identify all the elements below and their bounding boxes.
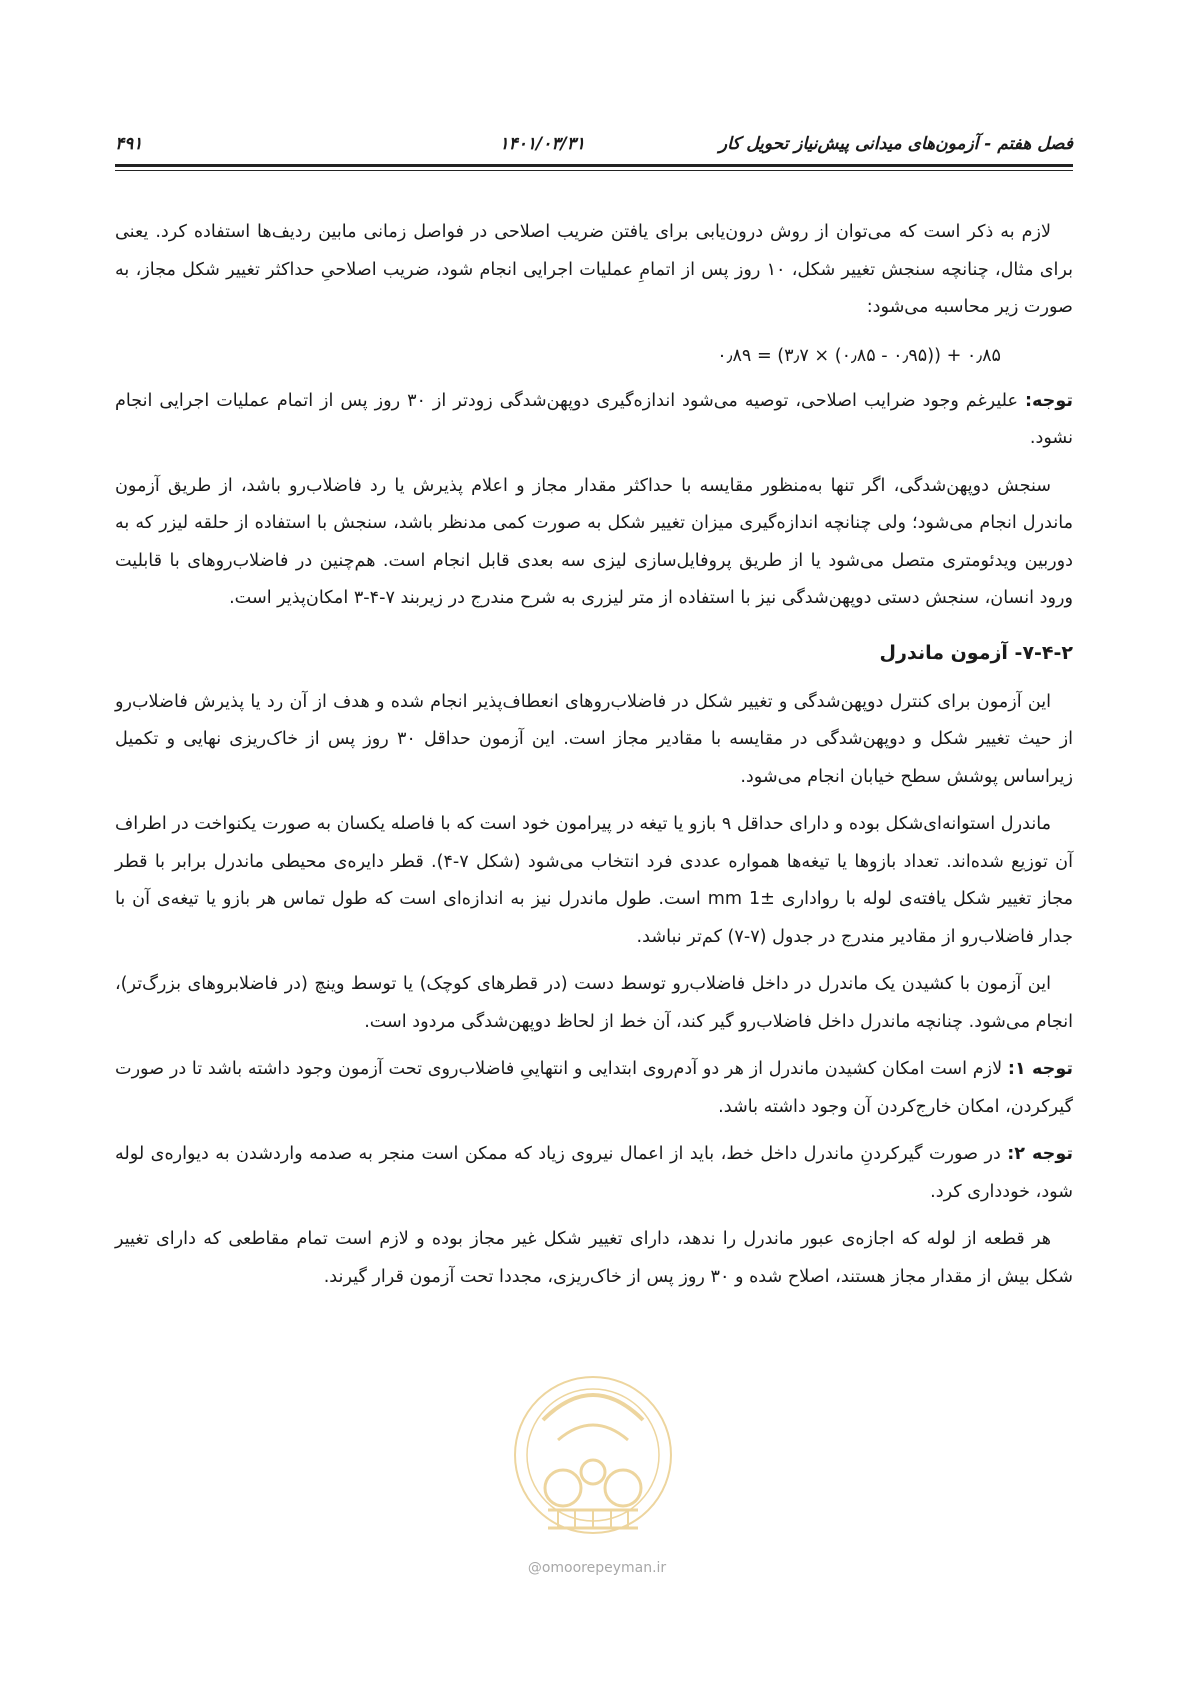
section-heading: ۷-۴-۲- آزمون ماندرل: [879, 641, 1073, 664]
chapter-title: فصل هفتم - آزمون‌های میدانی پیش‌نیاز تحویل کار: [718, 134, 1073, 154]
paragraph-mandrel-test: این آزمون برای کنترل دوپهن‌شدگی و تغییر شکل در فاضلاب‌روهای انعطاف‌پذیر انجام شده و هدف از آن رد یا پذیرش فاضلاب‌رو از حیث تغییر شکل و دوپهن‌شدگی در مقایسه با مقادیر مجاز است. این آزمون حداقل ۳۰ روز پس از خاک‌ریزی نهایی و تکمیل زیراساس پوشش سطح خیابان انجام می‌شود.: [115, 691, 1073, 787]
note-1-text: لازم است امکان کشیدن ماندرل از هر دو آدم‌روی ابتدایی و انتهاییِ فاضلاب‌روی تحت آزمون وجود داشته باشد تا در صورت گیرکردن، امکان خارج‌کردن آن وجود داشته باشد.: [115, 1059, 1073, 1117]
note-label: توجه:: [1024, 390, 1073, 411]
note-text: علیرغم وجود ضرایب اصلاحی، توصیه می‌شود اندازه‌گیری دوپهن‌شدگی زودتر از ۳۰ روز پس از اتمام عملیات اجرایی انجام نشود.: [115, 390, 1073, 448]
header-rule-thin: [115, 170, 1073, 171]
header-rule-thick: [115, 164, 1073, 167]
note-2-paragraph: [115, 1136, 1073, 1211]
paragraph-interpolation: لازم به ذکر است که می‌توان از روش درون‌یابی برای یافتن ضریب اصلاحی در فواصل زمانی مابین ردیف‌ها استفاده کرد. یعنی برای مثال، چنانچه سنجش تغییر شکل، ۱۰ روز پس از اتمامِ عملیات اجرایی انجام شود، ضریب اصلاحیِ حداکثر تغییر شکل مجاز، به صورت زیر محاسبه می‌شود:: [115, 222, 1073, 317]
watermark-logo-icon: [503, 1360, 683, 1560]
formula-correction-factor: ۰٫۸۹ = (۳٫۷ × (۰٫۸۵ - ۰٫۹۵)) + ۰٫۸۵: [717, 345, 1001, 366]
watermark-url: @omoorepeyman.ir: [527, 1560, 667, 1576]
page-number: ۴۹۱: [115, 134, 143, 154]
page-header: [115, 126, 1073, 160]
header-date: ۱۴۰۱/۰۳/۳۱: [499, 134, 585, 154]
paragraph-ovality-measurement: سنجش دوپهن‌شدگی، اگر تنها به‌منظور مقایسه با حداکثر مقدار مجاز و اعلام پذیرش یا رد فاضلاب‌رو باشد، از طریق آزمون ماندرل انجام می‌شود؛ ولی چنانچه اندازه‌گیری میزان تغییر شکل به صورت کمی مدنظر باشد، سنجش با استفاده از حلقه لیزر که به دوربین ویدئومتری متصل می‌شود یا از طریق پروفایل‌سازی لیزی سه بعدی قابل انجام است. هم‌چنین در فاضلاب‌روهای با قابلیت ورود انسان، سنجش دستی دوپهن‌شدگی نیز با استفاده از متر لیزری به شرح مندرج در زیربند ۷-۴-۳ امکان‌پذیر است.: [115, 475, 1073, 608]
note-2-text: در صورت گیرکردنِ ماندرل داخل خط، باید از اعمال نیروی زیاد که ممکن است منجر به صدمه واردشدن به دیواره‌ی لوله شود، خودداری کرد.: [115, 1144, 1073, 1202]
note-2-label: توجه ۲:: [1007, 1144, 1073, 1164]
page-content: [115, 214, 1073, 1306]
note-paragraph: [115, 383, 1073, 458]
note-1-label: توجه ۱:: [1007, 1059, 1073, 1079]
paragraph-retest: هر قطعه از لوله که اجازه‌ی عبور ماندرل را ندهد، دارای تغییر شکل غیر مجاز بوده و لازم است تمام مقاطعی که دارای تغییر شکل بیش از مقدار مجاز هستند، اصلاح شده و ۳۰ روز پس از خاک‌ریزی، مجددا تحت آزمون قرار گیرند.: [115, 1229, 1073, 1287]
paragraph-mandrel-pull: این آزمون با کشیدن یک ماندرل در داخل فاضلاب‌رو توسط دست (در قطرهای کوچک) یا توسط وینچ (در فاضلابروهای بزرگ‌تر)، انجام می‌شود. چنانچه ماندرل داخل فاضلاب‌رو گیر کند، آن خط از لحاظ دوپهن‌شدگی مردود است.: [115, 974, 1073, 1032]
note-1-paragraph: [115, 1051, 1073, 1126]
paragraph-mandrel-shape: ماندرل استوانه‌ای‌شکل بوده و دارای حداقل ۹ بازو یا تیغه در پیرامون خود است که با فاصله یکسان به صورت یکنواخت در اطراف آن توزیع شده‌اند. تعداد بازوها یا تیغه‌ها همواره عددی فرد انتخاب می‌شود (شکل ۷-۴). قطر دایره‌ی محیطی ماندرل برابر با قطر مجاز تغییر شکل یافته‌ی لوله با رواداری ±1 mm است. طول ماندرل نیز به اندازه‌ای است که طول تماس هر بازو یا تیغه‌ی آن با جدار فاضلاب‌رو از مقادیر مندرج در جدول (۷-۷) کم‌تر نباشد.: [115, 814, 1073, 947]
